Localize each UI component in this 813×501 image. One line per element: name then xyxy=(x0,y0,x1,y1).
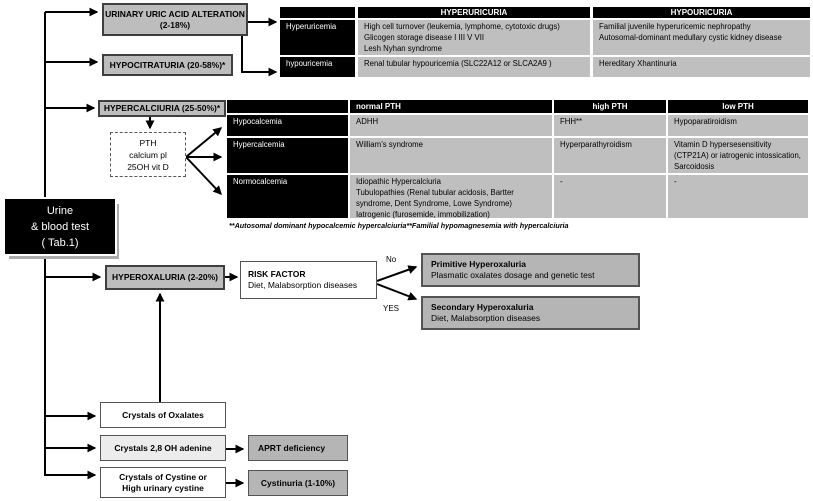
pth-cell-high: Hyperparathyroidism xyxy=(554,138,666,173)
pth-cell-high: - xyxy=(554,175,666,218)
pth-table-footnote: **Autosomal dominant hypocalcemic hypercalciuria**Familial hypomagnesemia with hypercalciuria xyxy=(229,221,569,230)
pth-table xyxy=(227,100,808,218)
cell-line: Hereditary Xhantinuria xyxy=(599,59,677,68)
uric-header-hyperuricuria: HYPERURICURIA xyxy=(358,7,590,18)
pth-line: 25OH vit D xyxy=(127,161,169,172)
cell-line: Lesh Nyhan syndrome xyxy=(364,44,443,53)
uric-row-label: Hyperuricemia xyxy=(280,20,355,55)
uric-cell-hyperuricuria xyxy=(358,57,590,77)
cystinuria-node xyxy=(248,470,348,496)
crystals-adenine-label: Crystals 2,8 OH adenine xyxy=(114,442,212,453)
pth-cell-normal: ADHH xyxy=(350,115,552,136)
primitive-hyperoxaluria-node xyxy=(421,253,640,287)
branch-label-no: No xyxy=(386,255,397,264)
pth-header-high: high PTH xyxy=(554,100,666,113)
root-line: ( Tab.1) xyxy=(41,236,79,249)
uric-acid-table xyxy=(280,7,810,77)
crystals-cystine-line2: High urinary cystine xyxy=(122,482,204,493)
pth-cell-normal: William’s syndrome xyxy=(350,138,552,173)
urine-blood-test-node xyxy=(5,199,115,254)
aprt-deficiency-label: APRT deficiency xyxy=(258,442,326,453)
crystals-cystine-line1: Crystals of Cystine or xyxy=(119,471,207,482)
pth-header-low: low PTH xyxy=(668,100,808,113)
pth-line: PTH xyxy=(139,137,157,148)
uric-header-hypouricuria: HYPOURICURIA xyxy=(593,7,810,18)
primitive-subtitle: Plasmatic oxalates dosage and genetic test xyxy=(431,270,595,280)
cell-line: Autosomal-dominant medullary cystic kidney disease xyxy=(599,33,782,42)
cell-line: Glicogen storage disease I III V VII xyxy=(364,33,485,42)
pth-cell-low: Hypoparatiroidism xyxy=(668,115,808,136)
cell-line: Idiopathic Hypercalciuria xyxy=(356,177,441,186)
pth-header-blank xyxy=(227,100,348,113)
hyperoxaluria-node xyxy=(105,265,225,290)
pth-header-normal: normal PTH xyxy=(350,100,552,113)
hypercalciuria-node xyxy=(98,100,226,117)
crystals-oxalates-node xyxy=(100,402,226,428)
pth-row-label: Hypocalcemia xyxy=(227,115,348,136)
root-line: Urine xyxy=(46,204,74,217)
secondary-title: Secondary Hyperoxaluria xyxy=(431,302,534,312)
hypocitraturia-node xyxy=(102,54,233,76)
urinary-uric-acid-node xyxy=(102,3,248,36)
pth-row-label: Normocalcemia xyxy=(227,175,348,218)
pth-cell-low: Vitamin D hypersesensitivity (CTP21A) or iatrogenic intossication, Sarcoidosis xyxy=(668,138,808,173)
urinary-uric-line1: URINARY URIC ACID ALTERATION xyxy=(105,8,245,19)
cell-line: Iatrogenic (furosemide, immobilization) xyxy=(356,210,490,219)
uric-cell-hypouricuria xyxy=(593,20,810,55)
cell-line: High cell turnover (leukemia, lymphome, cytotoxic drugs) xyxy=(364,22,560,31)
hypercalciuria-label: HYPERCALCIURIA (25-50%)* xyxy=(103,103,221,113)
root-line: & blood test xyxy=(30,220,90,233)
pth-row-label: Hypercalcemia xyxy=(227,138,348,173)
pth-panel xyxy=(110,132,186,177)
risk-factor-node xyxy=(240,261,377,299)
hypocitraturia-label: HYPOCITRATURIA (20-58%)* xyxy=(109,59,226,70)
uric-cell-hyperuricuria xyxy=(358,20,590,55)
uric-row-label: hypouricemia xyxy=(280,57,355,77)
aprt-deficiency-node xyxy=(248,435,348,461)
pth-cell-normal xyxy=(350,175,552,218)
cell-line: Renal tubular hypouricemia (SLC22A12 or SLCA2A9 ) xyxy=(364,59,552,68)
risk-factor-title: RISK FACTOR xyxy=(248,269,306,279)
hyperoxaluria-label: HYPEROXALURIA (2-20%) xyxy=(112,272,218,282)
uric-cell-hypouricuria xyxy=(593,57,810,77)
branch-label-yes: YES xyxy=(383,304,400,313)
primitive-title: Primitive Hyperoxaluria xyxy=(431,259,526,269)
crystals-cystine-node xyxy=(100,467,226,498)
secondary-subtitle: Diet, Malabsorption diseases xyxy=(431,313,541,323)
cystinuria-label: Cystinuria (1-10%) xyxy=(260,477,336,488)
pth-cell-low: - xyxy=(668,175,808,218)
secondary-hyperoxaluria-node xyxy=(421,296,640,330)
pth-line: calcium pl xyxy=(129,149,167,160)
cell-line: Tubulopathies (Renal tubular acidosis, Bartter syndrome, Dent Syndrome, Lowe Syndrome) xyxy=(356,188,514,208)
crystals-oxalates-label: Crystals of Oxalates xyxy=(122,409,204,420)
crystals-adenine-node xyxy=(100,435,226,461)
pth-cell-high: FHH** xyxy=(554,115,666,136)
cell-line: Familial juvenile hyperuricemic nephropathy xyxy=(599,22,751,31)
urinary-uric-line2: (2-18%) xyxy=(159,19,191,30)
risk-factor-subtitle: Diet, Malabsorption diseases xyxy=(248,280,358,290)
uric-header-blank xyxy=(280,7,355,18)
